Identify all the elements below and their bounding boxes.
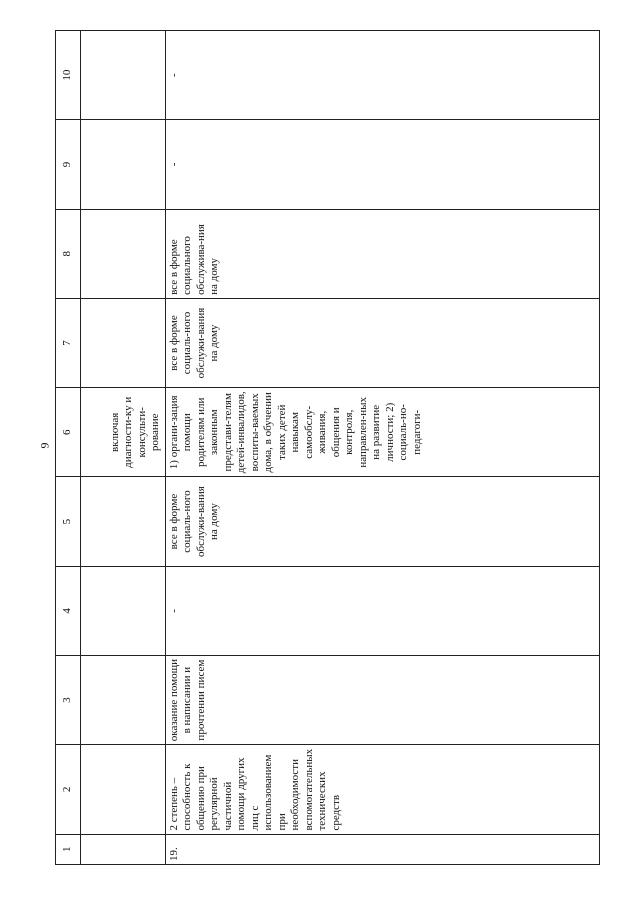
table-row [165,31,599,865]
col-header-4: 4 [56,566,81,655]
column-number-row [56,31,81,865]
row-col6-value: 1) органи-зация помощи родителям или законным представи-телям детей-инвалидов, воспиты-ваемых дома, в обучении таких детей навыкам самообслу-живания, общения и контроля, направлен-ных на развитие личности; 2) социаль-но-педагоги- [165,388,599,477]
cont-cell-6: включая диагности-ку и консульти-рование [81,388,166,477]
col-header-8: 8 [56,209,81,298]
col-header-6: 6 [56,388,81,477]
services-table [55,30,600,865]
row-number: 19. [165,834,599,864]
cont-cell-5 [81,477,166,566]
col-header-1: 1 [56,834,81,864]
col-header-7: 7 [56,298,81,387]
cont-cell-2 [81,745,166,834]
col-header-9: 9 [56,120,81,209]
cont-cell-10 [81,31,166,120]
row-col10-value: - [165,31,599,120]
row-col5-value: все в форме социаль-ного обслужи-вания на дому [165,477,599,566]
cont-cell-3 [81,655,166,744]
cont-cell-9 [81,120,166,209]
col-header-5: 5 [56,477,81,566]
continuation-row [81,31,166,865]
row-service-letters: оказание помощи в написании и прочтении писем [165,655,599,744]
row-col4-value: - [165,566,599,655]
cont-cell-4 [81,566,166,655]
col-header-2: 2 [56,745,81,834]
cont-cell-7 [81,298,166,387]
page-number: 9 [37,442,52,449]
rotated-table-container [55,30,600,865]
cont-cell-8 [81,209,166,298]
cont-cell-1 [81,834,166,864]
col-header-10: 10 [56,31,81,120]
row-degree-description: 2 степень – способность к общению при регулярной частичной помощи других лиц с использованием при необходимости вспомогательных технических средств [165,745,599,834]
row-col9-value: - [165,120,599,209]
row-col8-value: все в форме социального обслужива-ния на дому [165,209,599,298]
col-header-3: 3 [56,655,81,744]
row-col7-value: все в форме социаль-ного обслужи-вания на дому [165,298,599,387]
